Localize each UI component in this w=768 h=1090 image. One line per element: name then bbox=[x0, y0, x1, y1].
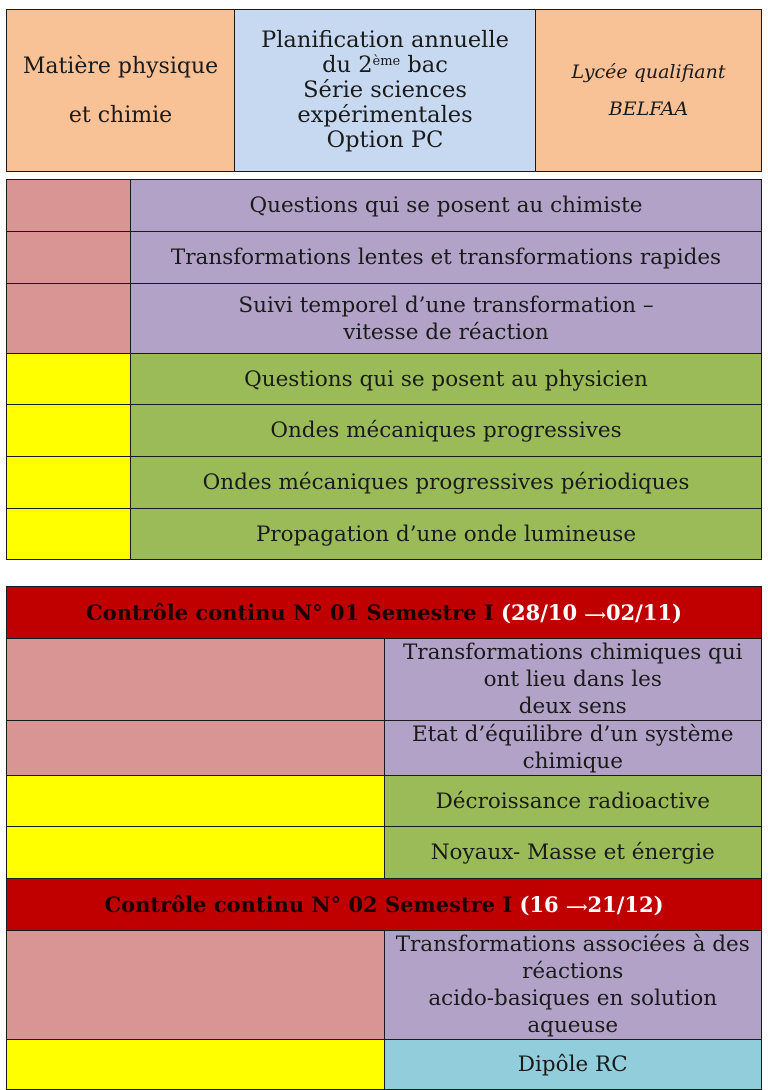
table-row bbox=[7, 457, 762, 509]
lesson-cell: Ondes mécaniques progressives bbox=[131, 405, 762, 457]
table-row bbox=[7, 776, 762, 827]
table-row bbox=[7, 509, 762, 560]
physics-marker bbox=[7, 354, 131, 405]
physics-marker bbox=[7, 405, 131, 457]
lesson-line: acido-basiques en solution aqueuse bbox=[428, 986, 718, 1038]
chemistry-marker bbox=[7, 931, 385, 1040]
physics-marker bbox=[7, 509, 131, 560]
table-row bbox=[7, 721, 762, 776]
table-row bbox=[7, 180, 762, 232]
school-name: BELFAA bbox=[608, 97, 689, 120]
exam-label: Contrôle continu N° 01 Semestre I bbox=[86, 600, 502, 625]
lesson-cell: Décroissance radioactive bbox=[384, 776, 762, 827]
exam-banner bbox=[7, 879, 762, 931]
chemistry-marker bbox=[7, 284, 131, 354]
lesson-cell: Ondes mécaniques progressives périodiques bbox=[131, 457, 762, 509]
chemistry-marker bbox=[7, 639, 385, 721]
table-row bbox=[7, 232, 762, 284]
chemistry-marker bbox=[7, 721, 385, 776]
exam-row bbox=[7, 587, 762, 639]
plan-series: Série sciences bbox=[303, 77, 467, 103]
plan-level: du 2ème bac bbox=[322, 52, 448, 78]
school-type: Lycée qualifiant bbox=[571, 60, 726, 83]
lesson-line: Suivi temporel d’une transformation – bbox=[238, 292, 654, 318]
lesson-cell: Dipôle RC bbox=[384, 1040, 762, 1090]
subject-line1: Matière physique bbox=[22, 53, 219, 79]
lesson-cell: Noyaux- Masse et énergie bbox=[384, 827, 762, 879]
plan-series-cont: expérimentales bbox=[297, 102, 473, 128]
semester-exams-table bbox=[6, 586, 762, 1090]
exam-banner bbox=[7, 587, 762, 639]
exam-dates: (16 ⟶21/12) bbox=[519, 892, 664, 917]
lesson-cell bbox=[384, 639, 762, 721]
table-row bbox=[7, 405, 762, 457]
plan-option: Option PC bbox=[326, 127, 444, 153]
chemistry-marker bbox=[7, 232, 131, 284]
header-table bbox=[6, 9, 762, 172]
lesson-line: deux sens bbox=[518, 694, 627, 719]
subject-cell bbox=[7, 10, 235, 172]
lesson-line: vitesse de réaction bbox=[343, 319, 549, 345]
table-row bbox=[7, 284, 762, 354]
lesson-line: Transformations chimiques qui ont lieu dans les bbox=[402, 640, 743, 692]
lesson-cell: Transformations lentes et transformations rapides bbox=[131, 232, 762, 284]
physics-marker bbox=[7, 457, 131, 509]
plan-cell bbox=[235, 10, 536, 172]
subject-line2: et chimie bbox=[68, 102, 173, 128]
lesson-cell: Etat d’équilibre d’un système chimique bbox=[384, 721, 762, 776]
lesson-cell: Questions qui se posent au chimiste bbox=[131, 180, 762, 232]
table-row bbox=[7, 827, 762, 879]
lesson-cell bbox=[131, 284, 762, 354]
arrow-icon: ⟶ bbox=[565, 898, 588, 916]
chemistry-marker bbox=[7, 180, 131, 232]
arrow-icon: ⟶ bbox=[584, 606, 606, 624]
school-cell bbox=[536, 10, 762, 172]
lesson-cell: Propagation d’une onde lumineuse bbox=[131, 509, 762, 560]
physics-marker bbox=[7, 827, 385, 879]
table-row bbox=[7, 1040, 762, 1090]
table-row bbox=[7, 354, 762, 405]
lesson-line: Transformations associées à des réactions bbox=[395, 932, 750, 984]
exam-label: Contrôle continu N° 02 Semestre I bbox=[104, 892, 520, 917]
physics-marker bbox=[7, 776, 385, 827]
lesson-cell bbox=[384, 931, 762, 1040]
table-row bbox=[7, 639, 762, 721]
exam-dates: (28/10 ⟶02/11) bbox=[501, 600, 682, 625]
physics-marker bbox=[7, 1040, 385, 1090]
table-row bbox=[7, 931, 762, 1040]
exam-row bbox=[7, 879, 762, 931]
semester-lessons-table bbox=[6, 179, 762, 560]
plan-title: Planification annuelle bbox=[261, 27, 509, 53]
lesson-cell: Questions qui se posent au physicien bbox=[131, 354, 762, 405]
